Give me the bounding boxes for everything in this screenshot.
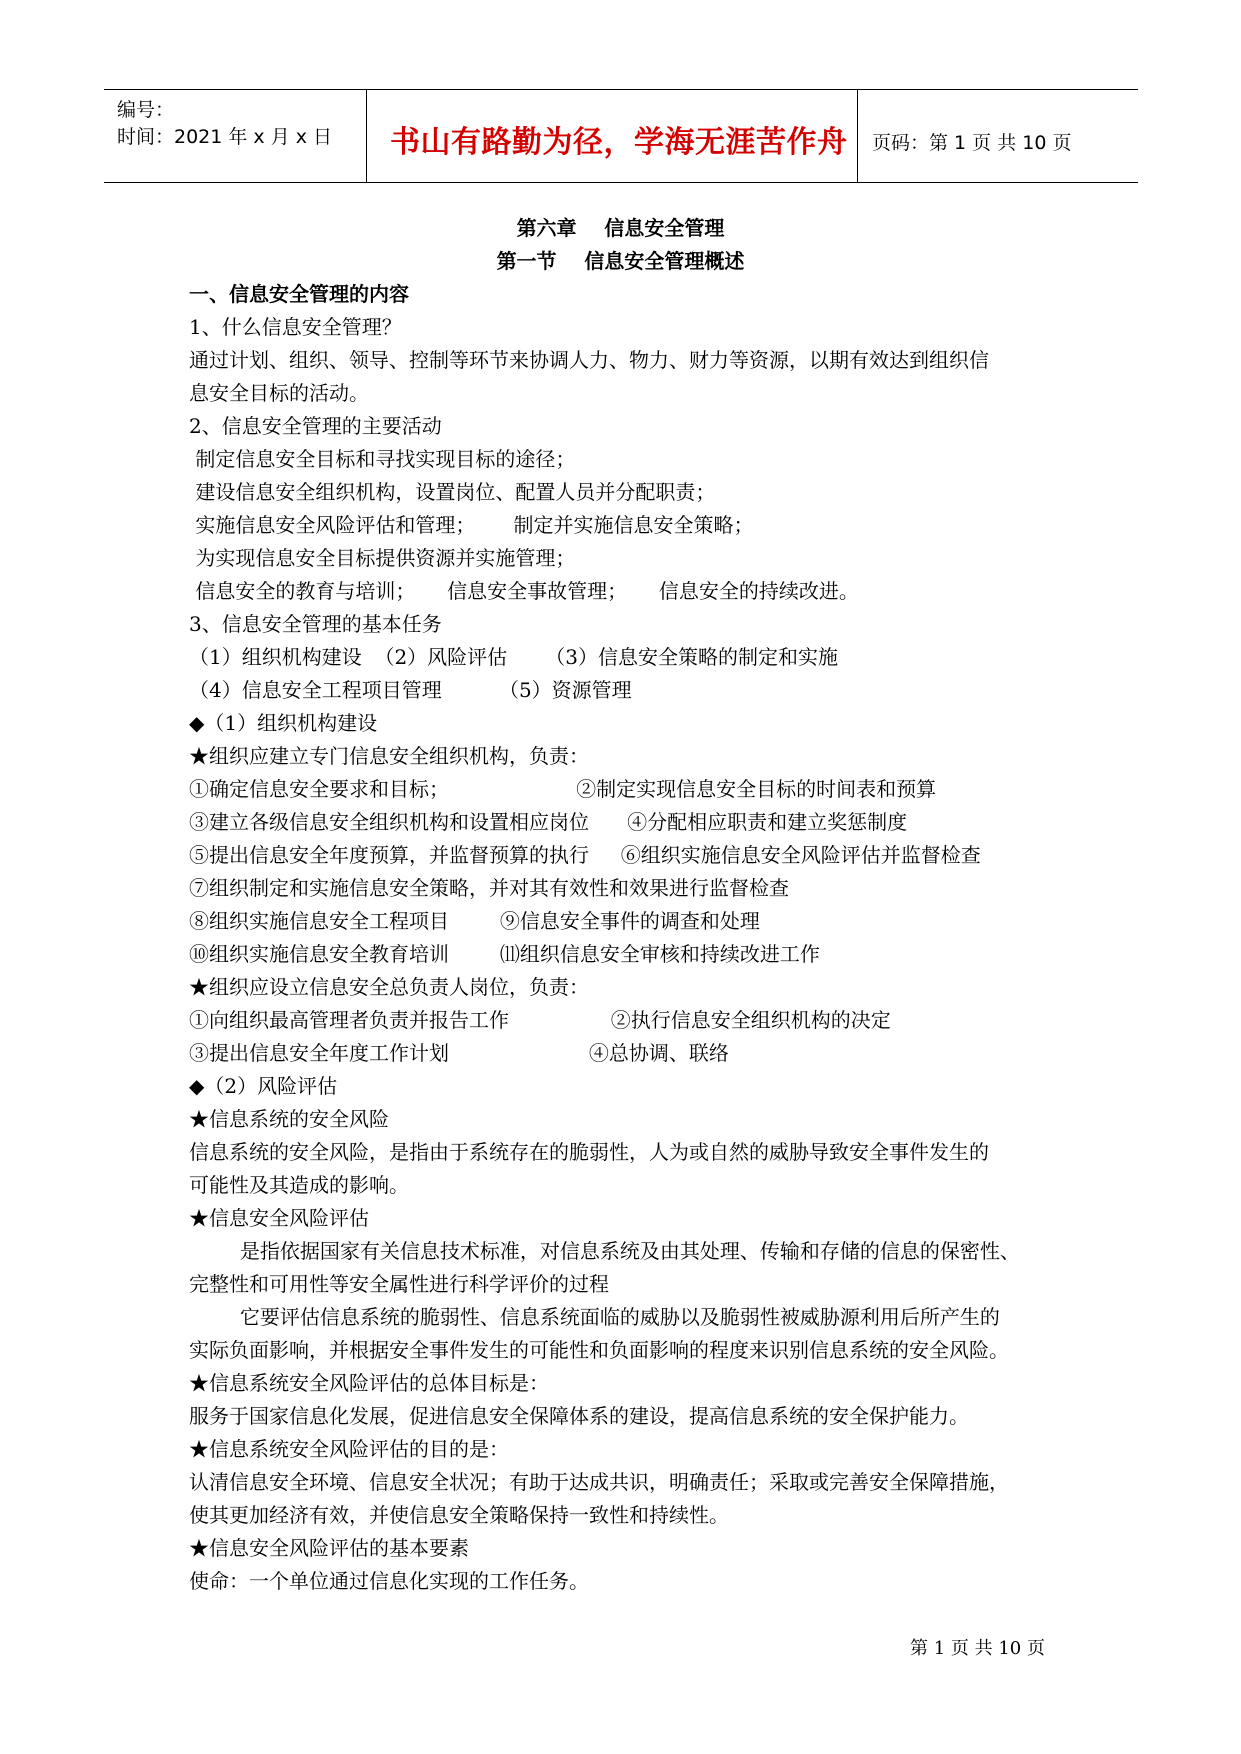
text-line: 2、信息安全管理的主要活动: [189, 414, 442, 438]
text-line: ①确定信息安全要求和目标； ②制定实现信息安全目标的时间表和预算: [189, 777, 937, 801]
text-line: 息安全目标的活动。: [189, 381, 369, 405]
text-line: ★信息系统安全风险评估的目的是：: [189, 1437, 509, 1461]
text-line: ◆（1）组织机构建设: [189, 711, 378, 735]
text-line: 制定信息安全目标和寻找实现目标的途径；: [189, 447, 576, 471]
text-line: ★信息系统安全风险评估的总体目标是：: [189, 1371, 549, 1395]
text-line: 服务于国家信息化发展，促进信息安全保障体系的建设，提高信息系统的安全保护能力。: [189, 1404, 969, 1428]
text-line: ①向组织最高管理者负责并报告工作 ②执行信息安全组织机构的决定: [189, 1008, 891, 1032]
text-line: 3、信息安全管理的基本任务: [189, 612, 442, 636]
text-line: ⑩组织实施信息安全教育培训 ⑾组织信息安全审核和持续改进工作: [189, 942, 820, 966]
text-line: 为实现信息安全目标提供资源并实施管理；: [189, 546, 576, 570]
page-footer: 第 1 页 共 10 页: [910, 1638, 1045, 1659]
header-divider: [366, 90, 367, 182]
page-number-label: 页码：第 1 页 共 10 页: [872, 132, 1072, 154]
header-motto: 书山有路勤为径，学海无涯苦作舟: [390, 125, 848, 160]
text-line: ★信息安全风险评估: [189, 1206, 369, 1230]
text-line: 实际负面影响，并根据安全事件发生的可能性和负面影响的程度来识别信息系统的安全风险。: [189, 1338, 1009, 1362]
text-line: （1）组织机构建设 （2）风险评估 （3）信息安全策略的制定和实施: [189, 645, 839, 669]
text-line: 建设信息安全组织机构，设置岗位、配置人员并分配职责；: [189, 480, 716, 504]
heading-1: 一、信息安全管理的内容: [189, 282, 409, 306]
header-divider: [857, 90, 858, 182]
text-line: ③提出信息安全年度工作计划 ④总协调、联络: [189, 1041, 729, 1065]
text-line: 信息安全的教育与培训； 信息安全事故管理； 信息安全的持续改进。: [189, 579, 859, 603]
text-line: 通过计划、组织、领导、控制等环节来协调人力、物力、财力等资源，以期有效达到组织信: [189, 348, 989, 372]
text-line: 使命：一个单位通过信息化实现的工作任务。: [189, 1569, 589, 1593]
text-line: 是指依据国家有关信息技术标准，对信息系统及由其处理、传输和存储的信息的保密性、: [189, 1239, 1020, 1263]
text-line: ⑤提出信息安全年度预算，并监督预算的执行 ⑥组织实施信息安全风险评估并监督检查: [189, 843, 981, 867]
text-line: ◆（2）风险评估: [189, 1074, 338, 1098]
text-line: ★组织应建立专门信息安全组织机构，负责：: [189, 744, 589, 768]
text-line: ★信息安全风险评估的基本要素: [189, 1536, 469, 1560]
text-line: 它要评估信息系统的脆弱性、信息系统面临的威胁以及脆弱性被威胁源利用后所产生的: [189, 1305, 1000, 1329]
text-line: 信息系统的安全风险，是指由于系统存在的脆弱性，人为或自然的威胁导致安全事件发生的: [189, 1140, 989, 1164]
text-line: ⑧组织实施信息安全工程项目 ⑨信息安全事件的调查和处理: [189, 909, 760, 933]
text-line: 完整性和可用性等安全属性进行科学评价的过程: [189, 1272, 609, 1296]
text-line: 实施信息安全风险评估和管理； 制定并实施信息安全策略；: [189, 513, 754, 537]
time-label: 时间：2021 年 x 月 x 日: [117, 126, 333, 148]
text-line: ③建立各级信息安全组织机构和设置相应岗位 ④分配相应职责和建立奖惩制度: [189, 810, 908, 834]
text-line: 1、什么信息安全管理？: [189, 315, 402, 339]
text-line: ★信息系统的安全风险: [189, 1107, 389, 1131]
text-line: （4）信息安全工程项目管理 （5）资源管理: [189, 678, 632, 702]
section-title: 第一节 信息安全管理概述: [496, 249, 745, 273]
serial-label: 编号：: [117, 99, 175, 121]
text-line: 使其更加经济有效，并使信息安全策略保持一致性和持续性。: [189, 1503, 729, 1527]
text-line: ★组织应设立信息安全总负责人岗位，负责：: [189, 975, 589, 999]
chapter-title: 第六章 信息安全管理: [516, 216, 725, 240]
text-line: ⑦组织制定和实施信息安全策略，并对其有效性和效果进行监督检查: [189, 876, 789, 900]
text-line: 可能性及其造成的影响。: [189, 1173, 409, 1197]
text-line: 认清信息安全环境、信息安全状况；有助于达成共识，明确责任；采取或完善安全保障措施，: [189, 1470, 1009, 1494]
